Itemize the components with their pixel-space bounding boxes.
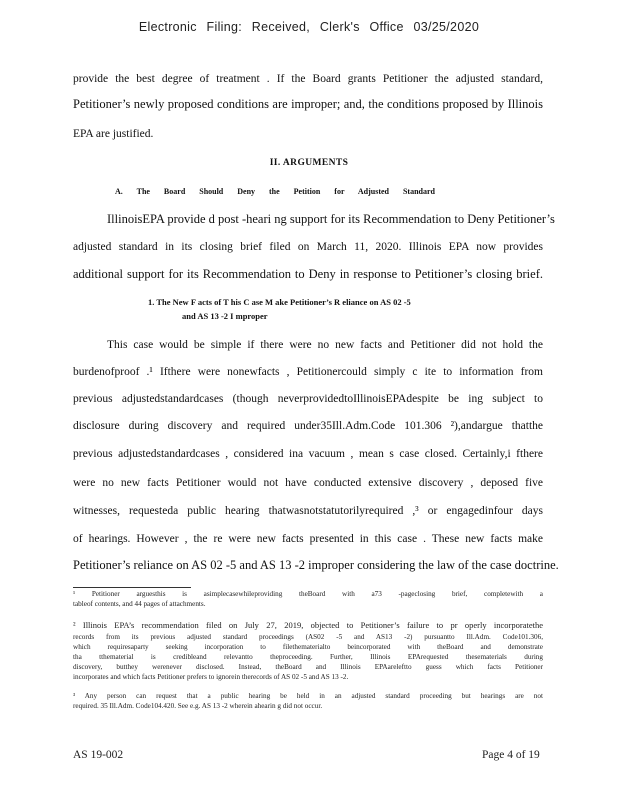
footnote-2-line: ² Illinois EPA’s recommendation filed on July 27, 2019, objected to Petitioner’s failure to pr operly incorporatethe: [73, 620, 543, 630]
footnote-2-line: incorporates and which facts Petitioner prefers to ignorein therecords of AS 02 -5 and AS 13 -2.: [73, 673, 349, 681]
page-number: Page 4 of 19: [482, 749, 540, 761]
intro-line: Petitioner’s newly proposed conditions are improper; and, the conditions proposed by Illinois: [73, 97, 543, 111]
paragraph-1-line: Petitioner’s reliance on AS 02 -5 and AS 13 -2 improper considering the law of the case doctrine.: [73, 558, 559, 572]
paragraph-1-line: This case would be simple if there were no new facts and Petitioner did not hold the: [107, 339, 543, 351]
subheading-1-line2: and AS 13 -2 I mproper: [182, 311, 268, 321]
footnote-3-line: ³ Any person can request that a public hearing be held in an adjusted standard proceeding but hearings are not: [73, 692, 543, 700]
subheading-a: A. The Board Should Deny the Petition for Adjusted Standard: [115, 187, 435, 196]
paragraph-1-line: disclosure during discovery and required under35Ill.Adm.Code 101.306 ²),andargue thatthe: [73, 420, 543, 432]
intro-line: provide the best degree of treatment . If the Board grants Petitioner the adjusted standard,: [73, 73, 543, 85]
paragraph-1-line: witnesses, requesteda public hearing thatwasnotstatutorilyrequired ,³ or engagedinfour days: [73, 505, 543, 517]
subheading-1-line1: 1. The New F acts of T his C ase M ake Petitioner’s R eliance on AS 02 -5: [148, 297, 411, 307]
footnote-2-line: discovery, butthey werenever disclosed. Instead, theBoard and Illinois EPAareleftto guess which facts Petitioner: [73, 663, 543, 671]
footnote-divider: [73, 587, 191, 588]
footnote-1-line: ¹ Petitioner arguesthis is asimplecasewhileproviding theBoard with a73 -pageclosing brief, completewith a: [73, 590, 543, 598]
paragraph-1-line: burdenofproof .¹ Ifthere were nonewfacts , Petitionercould simply c ite to information from: [73, 366, 543, 378]
intro-line: EPA are justified.: [73, 128, 154, 140]
paragraph-1-line: previous adjustedstandardcases , considered ina vacuum , mean s case closed. Certainly,i fthere: [73, 448, 543, 460]
footnote-2-line: records from its previous adjusted standard proceedings (AS02 -5 and AS13 -2) pursuantto Ill.Adm. Code101.306,: [73, 633, 543, 641]
filing-stamp: Electronic Filing: Received, Clerk's Office 03/25/2020: [138, 20, 480, 34]
paragraph-1-line: previous adjustedstandardcases (though neverprovidedtoIllinoisEPAdespite be ing subject to: [73, 393, 543, 405]
paragraph-1-line: were no new facts Petitioner would not have conducted extensive discovery , deposed five: [73, 477, 543, 489]
section-heading: II. ARGUMENTS: [269, 158, 349, 168]
footnote-2-line: which requiresaparty seeking incorporation to filethematerialto beincorporated with theBoard and demonstrate: [73, 643, 543, 651]
footnote-2-line: tha tthematerial is credibleand relevantto theproceeding. Further, Illinois EPArequested thesematerials during: [73, 653, 543, 661]
paragraph-a-line: additional support for its Recommendation to Deny in response to Petitioner’s closing brief.: [73, 267, 543, 281]
paragraph-1-line: of hearings. However , the re were new facts presented in this case . These new facts make: [73, 533, 543, 545]
paragraph-a-line: adjusted standard in its closing brief filed on March 11, 2020. Illinois EPA now provides: [73, 241, 543, 253]
paragraph-a-line: IllinoisEPA provide d post -heari ng support for its Recommendation to Deny Petitioner’s: [107, 212, 555, 226]
case-number: AS 19-002: [73, 749, 124, 761]
footnote-1-line: tableof contents, and 44 pages of attachments.: [73, 600, 206, 608]
footnote-3-line: required. 35 Ill.Adm. Code104.420. See e.g. AS 13 -2 wherein ahearin g did not occur.: [73, 702, 323, 710]
